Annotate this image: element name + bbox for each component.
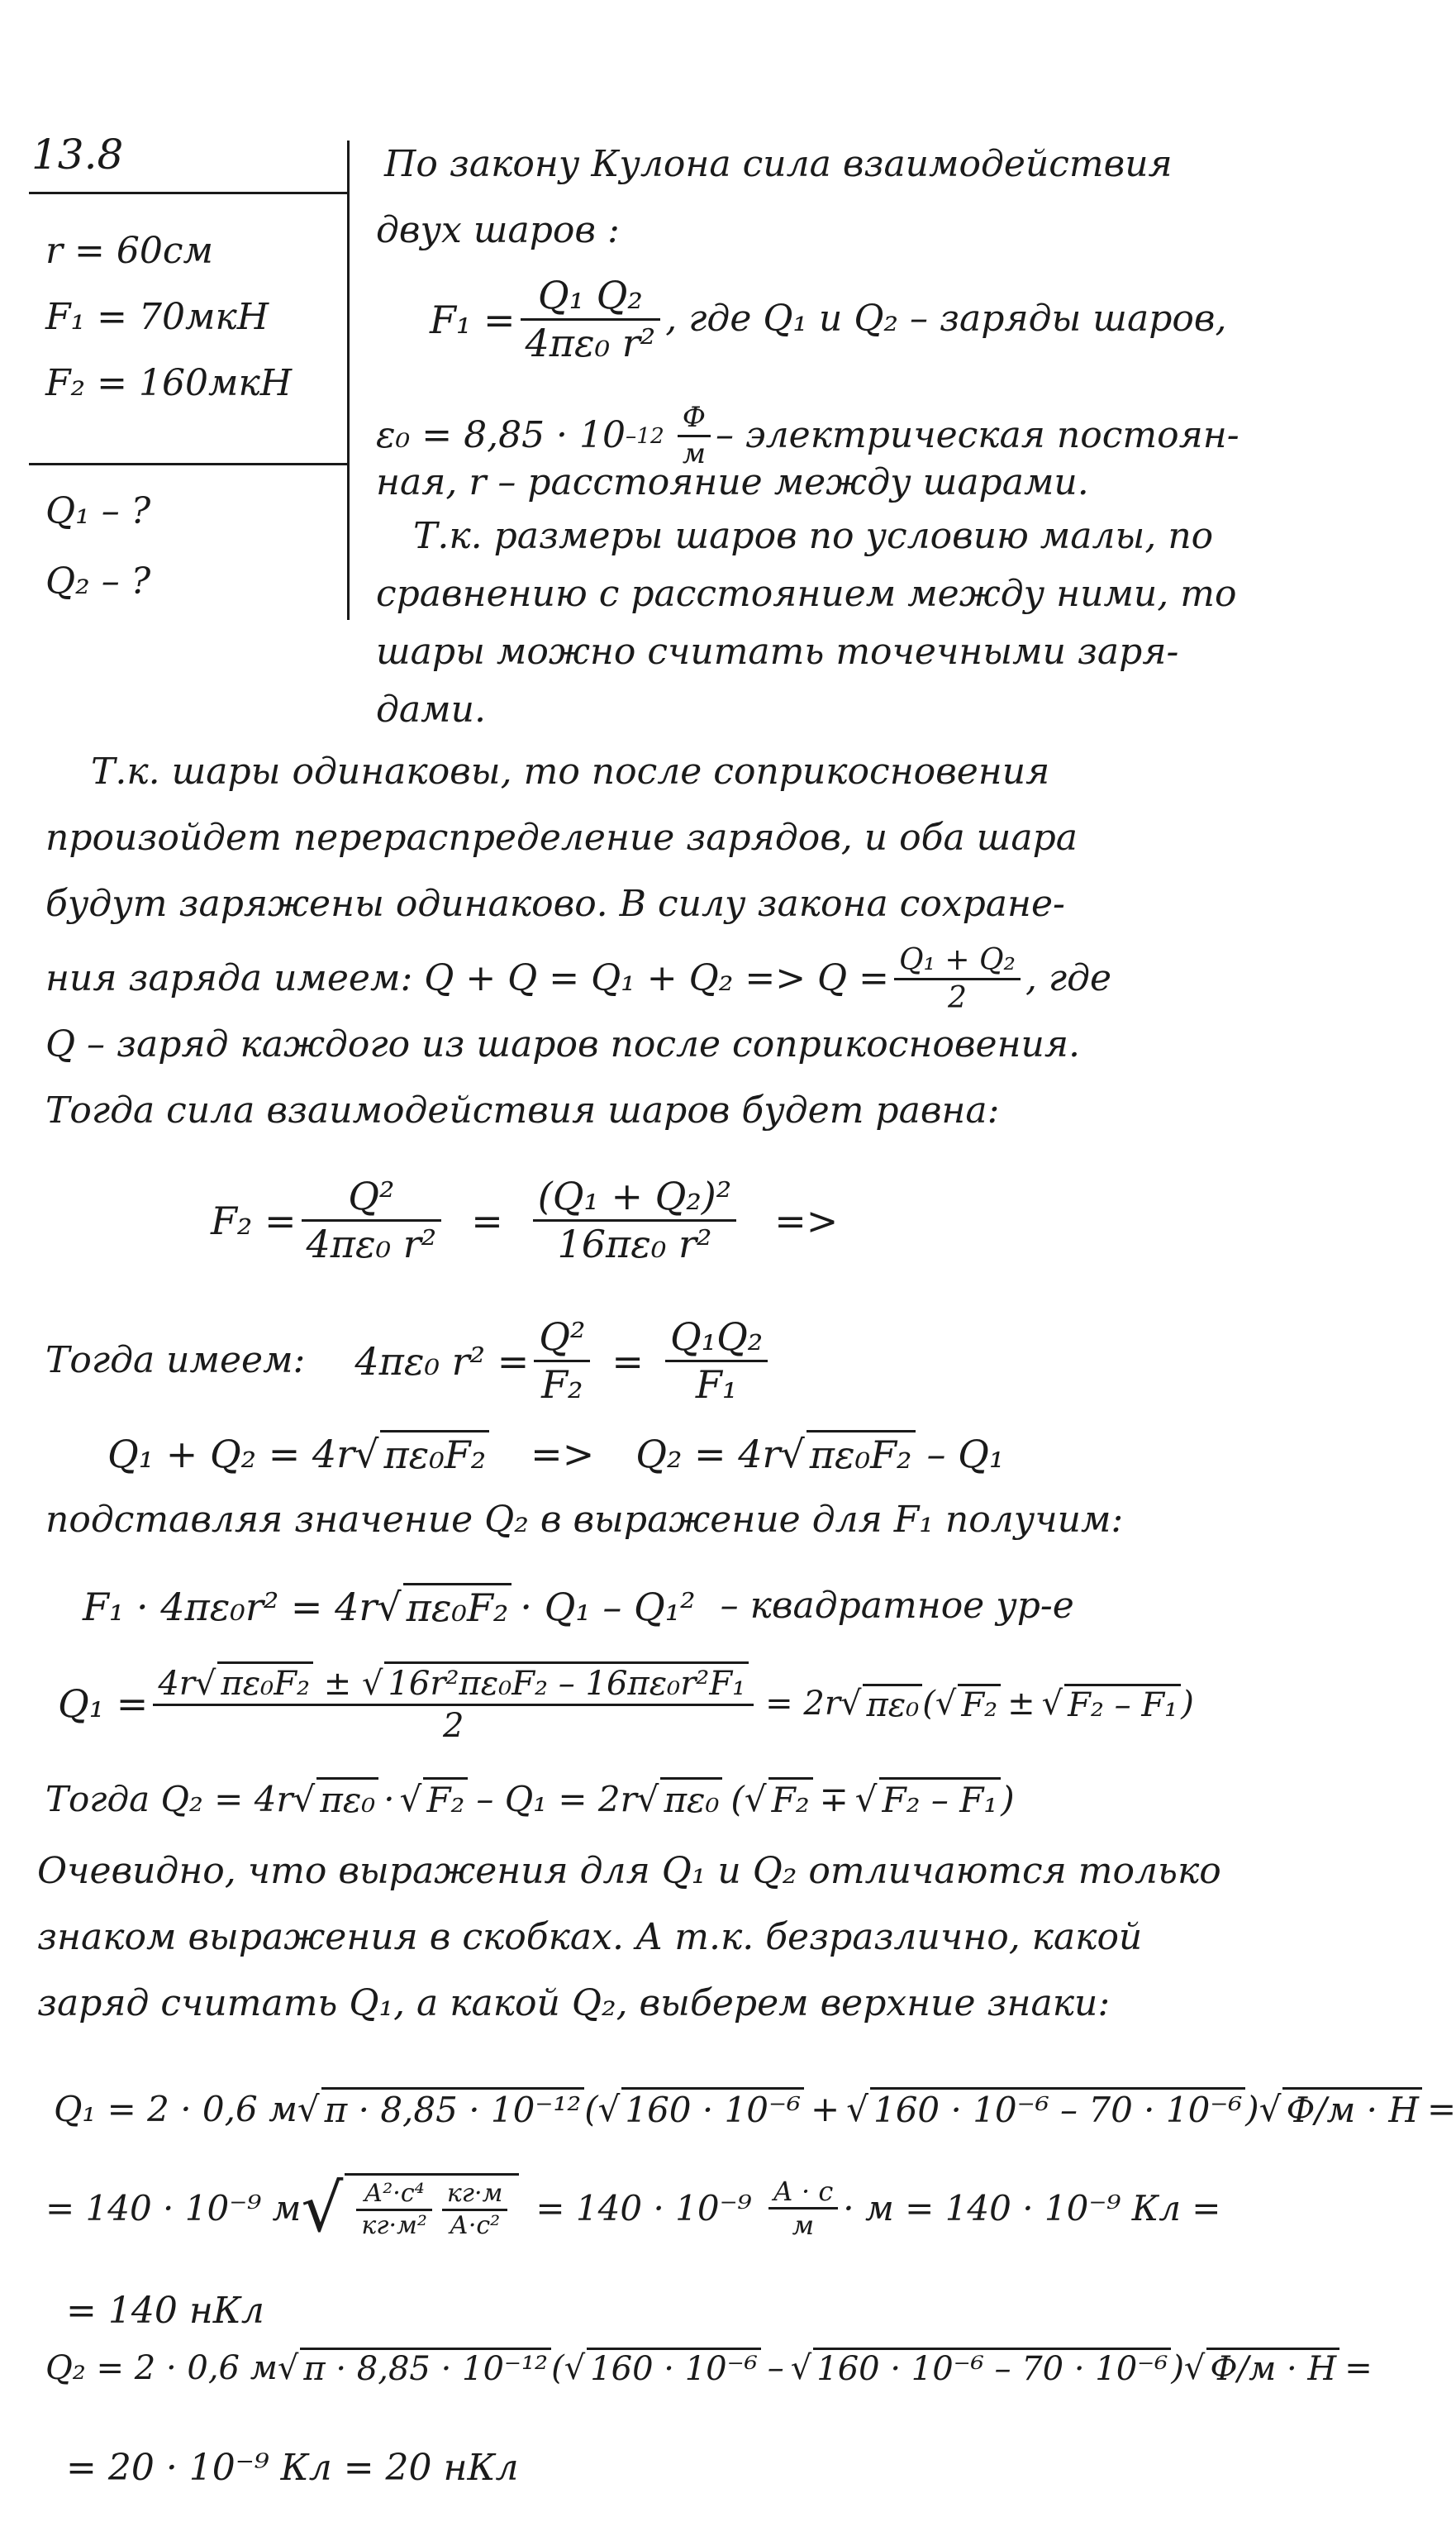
eq1-fraction (521, 273, 661, 366)
problem-number: 13.8 (31, 131, 124, 179)
sqrt-icon: √ (744, 1778, 767, 1819)
sqrt-icon: √ (854, 1778, 878, 1819)
eq6-num-a: 4r (158, 1665, 195, 1703)
sqrt-icon: √ (293, 1778, 316, 1819)
sqrt-icon: √ (297, 2088, 320, 2129)
calc1-rad1: π · 8,85 · 10⁻¹² (321, 2087, 585, 2130)
eq7-pre: Тогда Q₂ = 4r (45, 1778, 293, 1819)
sqrt-icon: √ (636, 1778, 659, 1819)
calc4-rad3: 160 · 10⁻⁶ – 70 · 10⁻⁶ (813, 2348, 1171, 2388)
eq6-frac (153, 1661, 754, 1746)
unknown-q2: Q₂ – ? (45, 560, 151, 603)
calc4-equals: = (1344, 2348, 1373, 2387)
calc1-equals: = (1426, 2088, 1456, 2129)
sqrt-icon: √ (840, 1685, 862, 1723)
calc2-frac-n: А · с (773, 2175, 834, 2207)
para4-line-1: Очевидно, что выражения для Q₁ и Q₂ отличаются только (37, 1850, 1221, 1892)
eq1-where: , где Q₁ и Q₂ – заряды шаров, (665, 298, 1227, 341)
eq2-arrow: => (774, 1198, 839, 1243)
eq7-rad3: πε₀ (660, 1777, 722, 1820)
eq3-equals: = (611, 1338, 644, 1384)
eq6-num-rad2: 16r²πε₀F₂ – 16πε₀r²F₁ (384, 1661, 749, 1704)
eq7-rad1: πε₀ (316, 1777, 378, 1820)
eq2-lhs: F₂ = (211, 1198, 297, 1243)
eq2-den2: 16πε₀ r² (557, 1222, 712, 1267)
eq2-den1: 4πε₀ r² (306, 1222, 437, 1267)
eq3-num1: Q² (539, 1314, 586, 1359)
sqrt-icon: √ (564, 2348, 586, 2387)
result-q1: = 140 нКл (66, 2290, 264, 2332)
eq2-frac1 (302, 1174, 442, 1267)
eq3-frac2 (665, 1314, 768, 1408)
eq5-lhs: F₁ · 4πε₀r² = 4r (83, 1584, 378, 1629)
calc-q1-units (45, 2170, 1221, 2247)
eq3-den1: F₂ (541, 1362, 583, 1408)
calc2-frac-d: м (792, 2209, 815, 2241)
eq6-rhs-rad: πε₀ (863, 1684, 922, 1724)
eq6-rhs-pm: ± (1007, 1685, 1035, 1723)
calc1-rad4: Ф/м · Н (1282, 2087, 1422, 2130)
sqrt-icon: √ (1183, 2348, 1206, 2387)
para4-line-2: знаком выражения в скобках. А т.к. безразлично, какой (37, 1916, 1143, 1958)
eq6-rhs-rad3: F₂ – F₁ (1064, 1684, 1181, 1724)
coulomb-equation (430, 273, 1226, 366)
para2-line-2: произойдет перераспределение зарядов, и оба шара (45, 817, 1078, 859)
eq6-den: 2 (443, 1707, 464, 1745)
sqrt-icon: √ (790, 2348, 812, 2387)
unknown-q1: Q₁ – ? (45, 490, 151, 532)
eq3-frac1 (534, 1314, 590, 1408)
calc4-rad2: 160 · 10⁻⁶ (587, 2348, 761, 2388)
intro-line-4: ная, r – расстояние между шарами. (376, 461, 1089, 503)
calc-q2 (45, 2348, 1373, 2388)
eq4-tail: – Q₁ (926, 1431, 1005, 1476)
para2-line-4 (45, 942, 1111, 1016)
calc4-rad4: Ф/м · Н (1206, 2348, 1339, 2388)
q-fraction-den: 2 (948, 981, 967, 1016)
sqrt-icon: √ (361, 1665, 383, 1703)
eq2-num1: Q² (348, 1174, 395, 1218)
calc1-open-paren: ( (584, 2088, 598, 2129)
calc1-close-paren: ) (1245, 2088, 1259, 2129)
calc1-rad3: 160 · 10⁻⁶ – 70 · 10⁻⁶ (870, 2087, 1245, 2130)
calc2-pre: = 140 · 10⁻⁹ м (45, 2188, 302, 2229)
para2-line-5: Q – заряд каждого из шаров после соприкосновения. (45, 1023, 1081, 1065)
sqrt-icon: √ (846, 2088, 868, 2129)
calc4-open-paren: ( (551, 2348, 564, 2387)
calc1-lhs: Q₁ = 2 · 0,6 м (54, 2088, 297, 2129)
sqrt-icon: √ (301, 2170, 344, 2247)
calc4-rad1: π · 8,85 · 10⁻¹² (300, 2348, 551, 2388)
given-f1: F₁ = 70мкН (45, 296, 269, 338)
calc2-mid: = 140 · 10⁻⁹ (535, 2188, 752, 2229)
sqrt-icon: √ (1259, 2088, 1282, 2129)
eq7-rad5: F₂ – F₁ (879, 1777, 1002, 1820)
eq2 (211, 1174, 838, 1267)
calc4-minus: – (767, 2348, 784, 2387)
eq4-arrow: => (531, 1431, 595, 1476)
eq2-frac2 (533, 1174, 736, 1267)
calc4-lhs: Q₂ = 2 · 0,6 м (45, 2348, 278, 2387)
eq7-dot: · (383, 1778, 395, 1819)
eq3-lhs: 4πε₀ r² = (354, 1338, 530, 1384)
eq3-num2: Q₁Q₂ (669, 1314, 764, 1359)
eq6 (58, 1661, 1194, 1746)
para2-line-6: Тогда сила взаимодействия шаров будет равна: (45, 1089, 1000, 1132)
eq3 (45, 1314, 773, 1408)
intro-line-8: дами. (376, 689, 486, 731)
calc1-plus: + (811, 2088, 840, 2129)
eq3-den2: F₁ (695, 1362, 738, 1408)
sqrt-icon: √ (277, 2348, 299, 2387)
eq4-rad1: πε₀F₂ (380, 1430, 489, 1477)
eps-unit-den: м (682, 436, 707, 470)
calc2-tail: · м = 140 · 10⁻⁹ Кл = (843, 2188, 1221, 2229)
calc2-rad (345, 2173, 519, 2244)
eps-unit (678, 401, 711, 471)
intro-line-5: Т.к. размеры шаров по условию малы, по (413, 515, 1214, 557)
para2-line-1: Т.к. шары одинаковы, то после соприкосновения (91, 751, 1050, 793)
sqrt-icon: √ (399, 1778, 422, 1819)
sqrt-icon: √ (935, 1685, 957, 1723)
calc2-rad-d2: А·с² (450, 2210, 501, 2240)
sqrt-icon: √ (194, 1665, 216, 1703)
para3-line-1: подставляя значение Q₂ в выражение для F₁ получим: (45, 1499, 1124, 1541)
calc2-unit-frac3 (768, 2176, 839, 2242)
q-fraction-num: Q₁ + Q₂ (898, 943, 1016, 977)
eq4-lhs: Q₁ + Q₂ = 4r (107, 1431, 355, 1476)
eq6-num-rad1: πε₀F₂ (217, 1661, 313, 1704)
calc2-unit-frac2 (442, 2179, 508, 2241)
eq5-rad: πε₀F₂ (403, 1583, 512, 1630)
eq6-close-paren: ) (1181, 1685, 1194, 1723)
eq5 (83, 1583, 1074, 1630)
para2-line-3: будут заряжены одинаково. В силу закона сохране- (45, 883, 1065, 925)
eq7-rad2: F₂ (423, 1777, 468, 1820)
eq4-mid: Q₂ = 4r (635, 1431, 781, 1476)
eq7 (45, 1777, 1015, 1820)
eq1-num: Q₁ Q₂ (537, 273, 643, 317)
q-fraction (894, 942, 1021, 1016)
calc2-rad-d1: кг·м² (361, 2210, 427, 2240)
eq6-num (153, 1661, 754, 1704)
eq4-rad2: πε₀F₂ (807, 1430, 916, 1477)
calc-q1 (54, 2087, 1456, 2130)
eps-desc: – электрическая постоян- (716, 414, 1240, 457)
eq6-open-paren: ( (922, 1685, 935, 1723)
eq6-num-pm: ± (323, 1665, 352, 1703)
given-bottom-rule (29, 463, 347, 465)
intro-line-1: По закону Кулона сила взаимодействия (384, 143, 1173, 185)
para2-where: , где (1025, 957, 1112, 1000)
eps-value: ε₀ = 8,85 · 10 (376, 414, 626, 457)
eq7-rad4: F₂ (768, 1777, 813, 1820)
eq1-den: 4πε₀ r² (525, 321, 656, 366)
calc2-unit-frac1 (356, 2179, 432, 2241)
eq2-num2: (Q₁ + Q₂)² (537, 1174, 732, 1218)
given-top-rule (29, 192, 347, 194)
eq6-rhs-rad2: F₂ (958, 1684, 1001, 1724)
eq7-open-paren: ( (730, 1778, 745, 1819)
eps-exponent: –12 (626, 422, 664, 449)
sqrt-icon: √ (1041, 1685, 1063, 1723)
result-q2: = 20 · 10⁻⁹ Кл = 20 нКл (66, 2447, 519, 2489)
eq7-mp: ∓ (819, 1778, 849, 1819)
eq5-note: – квадратное ур-е (720, 1585, 1074, 1628)
eps-unit-num: Ф (682, 401, 707, 434)
sqrt-icon: √ (597, 2088, 621, 2129)
sqrt-icon: √ (780, 1431, 805, 1476)
eq2-equals: = (471, 1198, 503, 1243)
intro-line-6: сравнению с расстоянием между ними, то (376, 573, 1237, 615)
para4-line-3: заряд считать Q₁, а какой Q₂, выберем верхние знаки: (37, 1982, 1111, 2024)
eps-line (376, 401, 1240, 471)
eq6-lhs: Q₁ = (58, 1681, 149, 1726)
eq4 (107, 1430, 1004, 1477)
sqrt-icon: √ (377, 1584, 402, 1629)
eq7-close-paren: ) (1001, 1778, 1015, 1819)
eq1-lhs: F₁ = (430, 297, 516, 342)
eq6-rhs-pre: = 2r (765, 1685, 840, 1723)
calc2-rad-n2: кг·м (446, 2178, 503, 2208)
eq3-label: Тогда имеем: (45, 1339, 306, 1382)
given-r: r = 60см (45, 230, 213, 272)
intro-line-2: двух шаров : (376, 209, 620, 251)
charge-conservation: ния заряда имеем: Q + Q = Q₁ + Q₂ => Q = (45, 957, 889, 1000)
calc1-rad2: 160 · 10⁻⁶ (621, 2087, 804, 2130)
calc4-close-paren: ) (1171, 2348, 1184, 2387)
sqrt-icon: √ (354, 1431, 379, 1476)
eq5-tail: · Q₁ – Q₁² (520, 1584, 696, 1629)
eq7-mid: – Q₁ = 2r (476, 1778, 637, 1819)
given-divider (347, 141, 350, 620)
calc2-rad-n1: А²·с⁴ (364, 2178, 425, 2208)
intro-line-7: шары можно считать точечными заря- (376, 631, 1179, 673)
given-f2: F₂ = 160мкН (45, 362, 293, 404)
